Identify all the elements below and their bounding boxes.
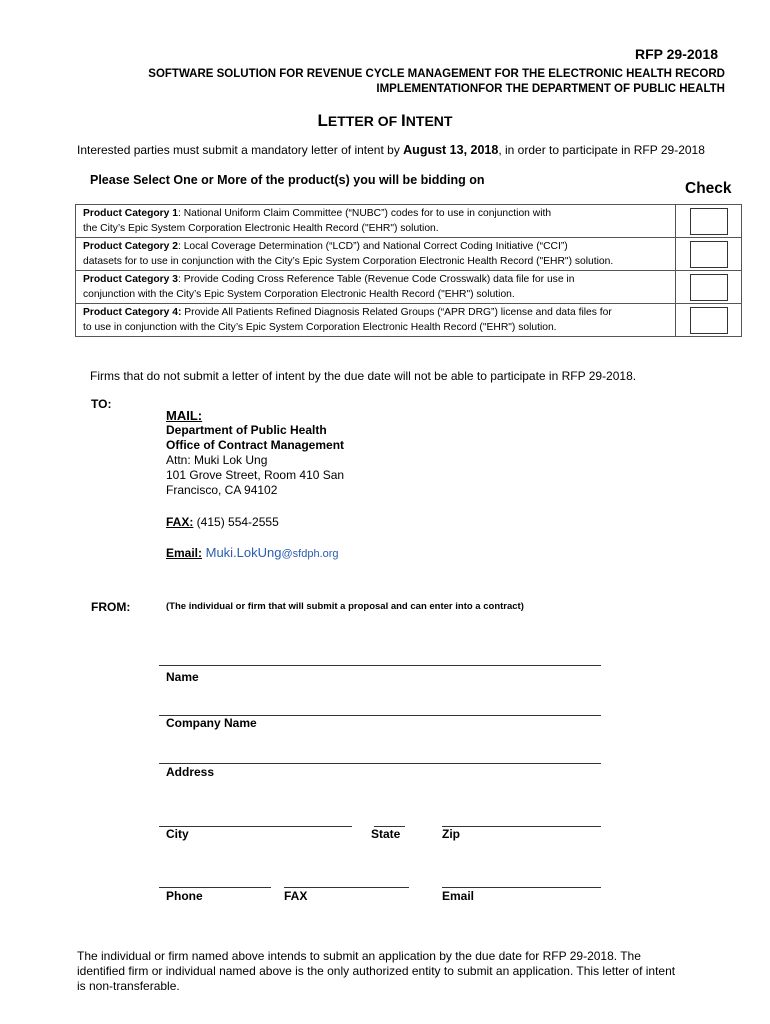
email-link[interactable]: Muki.LokUng	[202, 545, 282, 560]
attention-line: Attn: Muki Lok Ung	[166, 453, 268, 467]
fax-input-line[interactable]	[284, 887, 409, 888]
zip-field-label: Zip	[442, 827, 460, 841]
product-category-table	[75, 204, 742, 337]
phone-field-label: Phone	[166, 889, 203, 903]
email-domain[interactable]: @sfdph.org	[281, 548, 339, 560]
table-row	[76, 304, 741, 336]
email-input-line[interactable]	[442, 887, 601, 888]
phone-input-line[interactable]	[159, 887, 271, 888]
name-input-line[interactable]	[159, 665, 601, 666]
category-description: Product Category 1: National Uniform Claim Committee (“NUBC”) codes for to use in conjunction with the City’s Epic System Corporation Electronic Health Record ("EHR") solution.	[76, 205, 676, 237]
category-3-checkbox[interactable]	[690, 274, 728, 301]
category-description: Product Category 3: Provide Coding Cross Reference Table (Revenue Code Crosswalk) data file for use in conjunction with the City’s Epic System Corporation Electronic Health Record ("EHR") solution.	[76, 271, 676, 303]
company-field-label: Company Name	[166, 716, 257, 730]
category-1-checkbox[interactable]	[690, 208, 728, 235]
city-line: Francisco, CA 94102	[166, 483, 278, 497]
fax-label: FAX:	[166, 515, 194, 529]
due-date: August 13, 2018	[403, 143, 499, 157]
to-label: TO:	[91, 397, 112, 411]
footer-line-1: The individual or firm named above intends to submit an application by the due date for RFP 29-2018. The	[77, 949, 641, 963]
select-prompt: Please Select One or More of the product(s) you will be bidding on	[90, 173, 485, 187]
table-row	[76, 271, 741, 304]
document-subtitle	[148, 67, 725, 97]
from-label: FROM:	[91, 600, 131, 614]
subtitle-line-2: IMPLEMENTATIONFOR THE DEPARTMENT OF PUBLIC HEALTH	[376, 83, 725, 95]
category-description: Product Category 2: Local Coverage Determination (“LCD”) and National Correct Coding Initiative (“CCI”) datasets for to use in conjunction with the City’s Epic System Corporation Electronic Health Record ("EHR") solution.	[76, 238, 676, 270]
table-row	[76, 205, 741, 238]
from-note: (The individual or firm that will submit a proposal and can enter into a contract)	[166, 601, 524, 612]
city-field-label: City	[166, 827, 189, 841]
fax-line	[166, 515, 279, 529]
page-title: LETTER OF INTENT	[317, 111, 453, 130]
address-input-line[interactable]	[159, 763, 601, 764]
state-field-label: State	[371, 827, 401, 841]
email-line	[166, 545, 339, 560]
deadline-notice: Firms that do not submit a letter of intent by the due date will not be able to participate in RFP 29-2018.	[90, 369, 637, 383]
footer-line-2: identified firm or individual named above is the only authorized entity to submit an application. This letter of intent	[77, 964, 676, 978]
fax-number: (415) 554-2555	[193, 515, 279, 529]
email-field-label: Email	[442, 889, 475, 903]
footer-statement	[77, 949, 717, 994]
address-field-label: Address	[166, 765, 215, 779]
department-name: Department of Public Health	[166, 423, 327, 437]
email-label: Email:	[166, 546, 203, 560]
street-line: 101 Grove Street, Room 410 San	[166, 468, 345, 482]
category-2-checkbox[interactable]	[690, 241, 728, 268]
fax-field-label: FAX	[284, 889, 308, 903]
category-description: Product Category 4: Provide All Patients Refined Diagnosis Related Groups (“APR DRG”) license and data files for to use in conjunction with the City’s Epic System Corporation Electronic Health Record ("EHR") solution.	[76, 304, 676, 336]
intro-text: Interested parties must submit a mandatory letter of intent by August 13, 2018, in order to participate in RFP 29-2018	[77, 143, 705, 157]
zip-input-line[interactable]	[442, 826, 601, 827]
subtitle-line-1: SOFTWARE SOLUTION FOR REVENUE CYCLE MANAGEMENT FOR THE ELECTRONIC HEALTH RECORD	[148, 68, 725, 80]
table-row	[76, 238, 741, 271]
category-4-checkbox[interactable]	[690, 307, 728, 334]
office-name: Office of Contract Management	[166, 438, 345, 452]
mail-heading: MAIL:	[166, 408, 203, 423]
rfp-number: RFP 29-2018	[634, 46, 718, 62]
name-field-label: Name	[166, 670, 199, 684]
mailing-address	[166, 408, 344, 498]
footer-line-3: is non-transferable.	[77, 979, 180, 993]
check-column-header: Check	[685, 180, 732, 197]
